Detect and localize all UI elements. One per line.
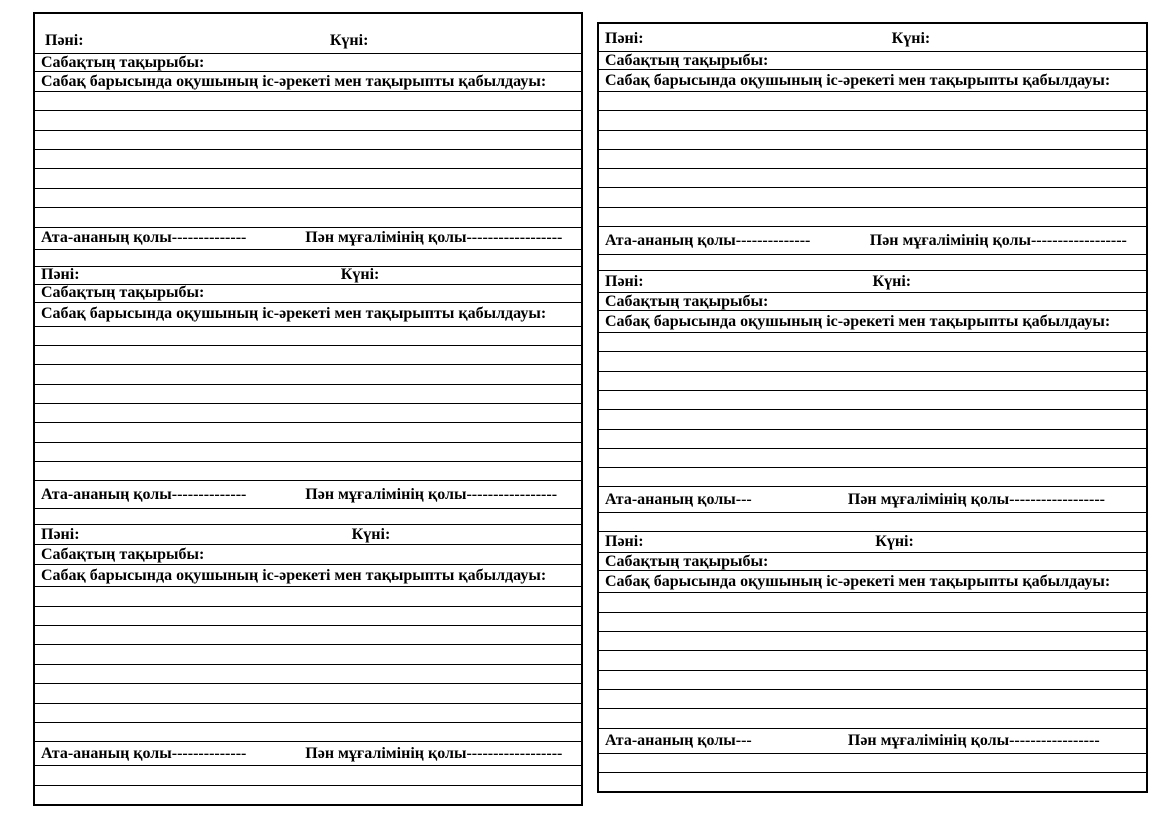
activity-label: Сабақ барысында оқушының іс-әрекеті мен тақырыпты қабылдауы: — [41, 566, 547, 584]
writing-line — [35, 111, 581, 130]
writing-line — [35, 92, 581, 111]
writing-line — [35, 131, 581, 150]
date-label: Күні: — [340, 266, 380, 284]
writing-line — [599, 593, 1146, 612]
writing-line — [35, 385, 581, 404]
teacher-signature-label: Пән мұғалімінің қолы------------------ — [305, 744, 563, 762]
writing-line — [35, 684, 581, 703]
subject-label: Пәні: — [605, 272, 644, 290]
topic-label: Сабақтың тақырыбы: — [41, 284, 205, 302]
parent-signature-label: Ата-ананың қолы--- — [605, 731, 752, 749]
writing-line — [599, 391, 1146, 410]
date-label: Күні: — [329, 32, 369, 49]
subject-label: Пәні: — [605, 533, 644, 551]
activity-label: Сабақ барысында оқушының іс-әрекеті мен тақырыпты қабылдауы: — [41, 72, 547, 90]
activity-label: Сабақ барысында оқушының іс-әрекеті мен тақырыпты қабылдауы: — [605, 312, 1111, 330]
writing-line — [35, 645, 581, 664]
writing-line — [35, 365, 581, 384]
writing-line — [35, 346, 581, 365]
subject-date-row — [35, 267, 581, 285]
activity-row — [35, 565, 581, 587]
writing-line — [35, 150, 581, 169]
writing-line — [599, 208, 1146, 227]
teacher-signature-label: Пән мұғалімінің қолы----------------- — [847, 731, 1100, 749]
signature-row — [35, 481, 581, 509]
topic-row — [35, 545, 581, 565]
writing-line — [599, 690, 1146, 709]
writing-line — [599, 773, 1146, 791]
subject-date-row — [599, 532, 1146, 553]
writing-line — [35, 587, 581, 606]
form-page-left — [33, 12, 583, 806]
writing-line — [599, 468, 1146, 487]
writing-line — [599, 632, 1146, 651]
activity-label: Сабақ барысында оқушының іс-әрекеті мен тақырыпты қабылдауы: — [41, 305, 547, 323]
writing-line — [35, 786, 581, 804]
writing-line — [599, 150, 1146, 169]
parent-signature-label: Ата-ананың қолы-------------- — [41, 485, 247, 503]
topic-label: Сабақтың тақырыбы: — [605, 552, 769, 570]
writing-line — [599, 188, 1146, 207]
writing-line — [35, 404, 581, 423]
writing-line — [35, 208, 581, 227]
writing-line — [35, 423, 581, 442]
subject-label: Пәні: — [605, 30, 644, 47]
subject-label: Пәні: — [41, 525, 80, 543]
topic-label: Сабақтың тақырыбы: — [605, 51, 769, 69]
writing-line — [35, 169, 581, 188]
writing-line — [35, 723, 581, 742]
activity-row — [35, 303, 581, 327]
block-gap-row — [35, 250, 581, 267]
block-gap-row — [599, 513, 1146, 532]
writing-line — [35, 327, 581, 346]
activity-row — [35, 72, 581, 92]
writing-line — [35, 665, 581, 684]
subject-date-row — [35, 14, 581, 54]
date-label: Күні: — [351, 525, 391, 543]
activity-label: Сабақ барысында оқушының іс-әрекеті мен тақырыпты қабылдауы: — [605, 71, 1111, 89]
writing-line — [35, 189, 581, 208]
activity-row — [599, 311, 1146, 333]
writing-line — [35, 766, 581, 785]
teacher-signature-label: Пән мұғалімінің қолы------------------ — [305, 229, 563, 247]
parent-signature-label: Ата-ананың қолы-------------- — [605, 231, 811, 249]
writing-line — [35, 626, 581, 645]
teacher-signature-label: Пән мұғалімінің қолы------------------ — [847, 490, 1105, 508]
subject-date-row — [599, 271, 1146, 293]
writing-line — [599, 372, 1146, 391]
writing-line — [599, 754, 1146, 773]
writing-line — [599, 651, 1146, 670]
writing-line — [599, 671, 1146, 690]
signature-row — [35, 742, 581, 766]
activity-row — [599, 571, 1146, 593]
parent-signature-label: Ата-ананың қолы-------------- — [41, 744, 247, 762]
writing-line — [35, 462, 581, 481]
writing-line — [599, 709, 1146, 728]
signature-row — [35, 228, 581, 250]
writing-line — [599, 333, 1146, 352]
writing-line — [35, 443, 581, 462]
writing-line — [599, 352, 1146, 371]
writing-line — [35, 704, 581, 723]
parent-signature-label: Ата-ананың қолы--- — [605, 490, 752, 508]
writing-line — [599, 613, 1146, 632]
writing-line — [35, 607, 581, 626]
topic-row — [599, 553, 1146, 571]
parent-signature-label: Ата-ананың қолы-------------- — [41, 229, 247, 247]
topic-row — [599, 293, 1146, 311]
block-gap-row — [599, 255, 1146, 271]
signature-row — [599, 227, 1146, 255]
topic-label: Сабақтың тақырыбы: — [41, 53, 205, 71]
writing-line — [599, 111, 1146, 130]
topic-row — [35, 285, 581, 303]
signature-row — [599, 487, 1146, 513]
writing-line — [599, 169, 1146, 188]
subject-label: Пәні: — [45, 32, 84, 49]
subject-label: Пәні: — [41, 266, 80, 284]
signature-row — [599, 729, 1146, 754]
form-page-right — [597, 22, 1148, 793]
activity-label: Сабақ барысында оқушының іс-әрекеті мен тақырыпты қабылдауы: — [605, 572, 1111, 590]
topic-row — [35, 54, 581, 72]
teacher-signature-label: Пән мұғалімінің қолы----------------- — [305, 485, 558, 503]
subject-date-row — [35, 525, 581, 545]
writing-line — [599, 430, 1146, 449]
writing-line — [599, 131, 1146, 150]
writing-line — [599, 92, 1146, 111]
topic-label: Сабақтың тақырыбы: — [605, 292, 769, 310]
date-label: Күні: — [872, 272, 912, 290]
block-gap-row — [35, 509, 581, 525]
teacher-signature-label: Пән мұғалімінің қолы------------------ — [869, 231, 1127, 249]
writing-line — [599, 449, 1146, 468]
date-label: Күні: — [891, 30, 931, 47]
activity-row — [599, 70, 1146, 92]
topic-label: Сабақтың тақырыбы: — [41, 545, 205, 563]
date-label: Күні: — [875, 533, 914, 551]
writing-line — [599, 410, 1146, 429]
topic-row — [599, 52, 1146, 70]
subject-date-row — [599, 24, 1146, 52]
